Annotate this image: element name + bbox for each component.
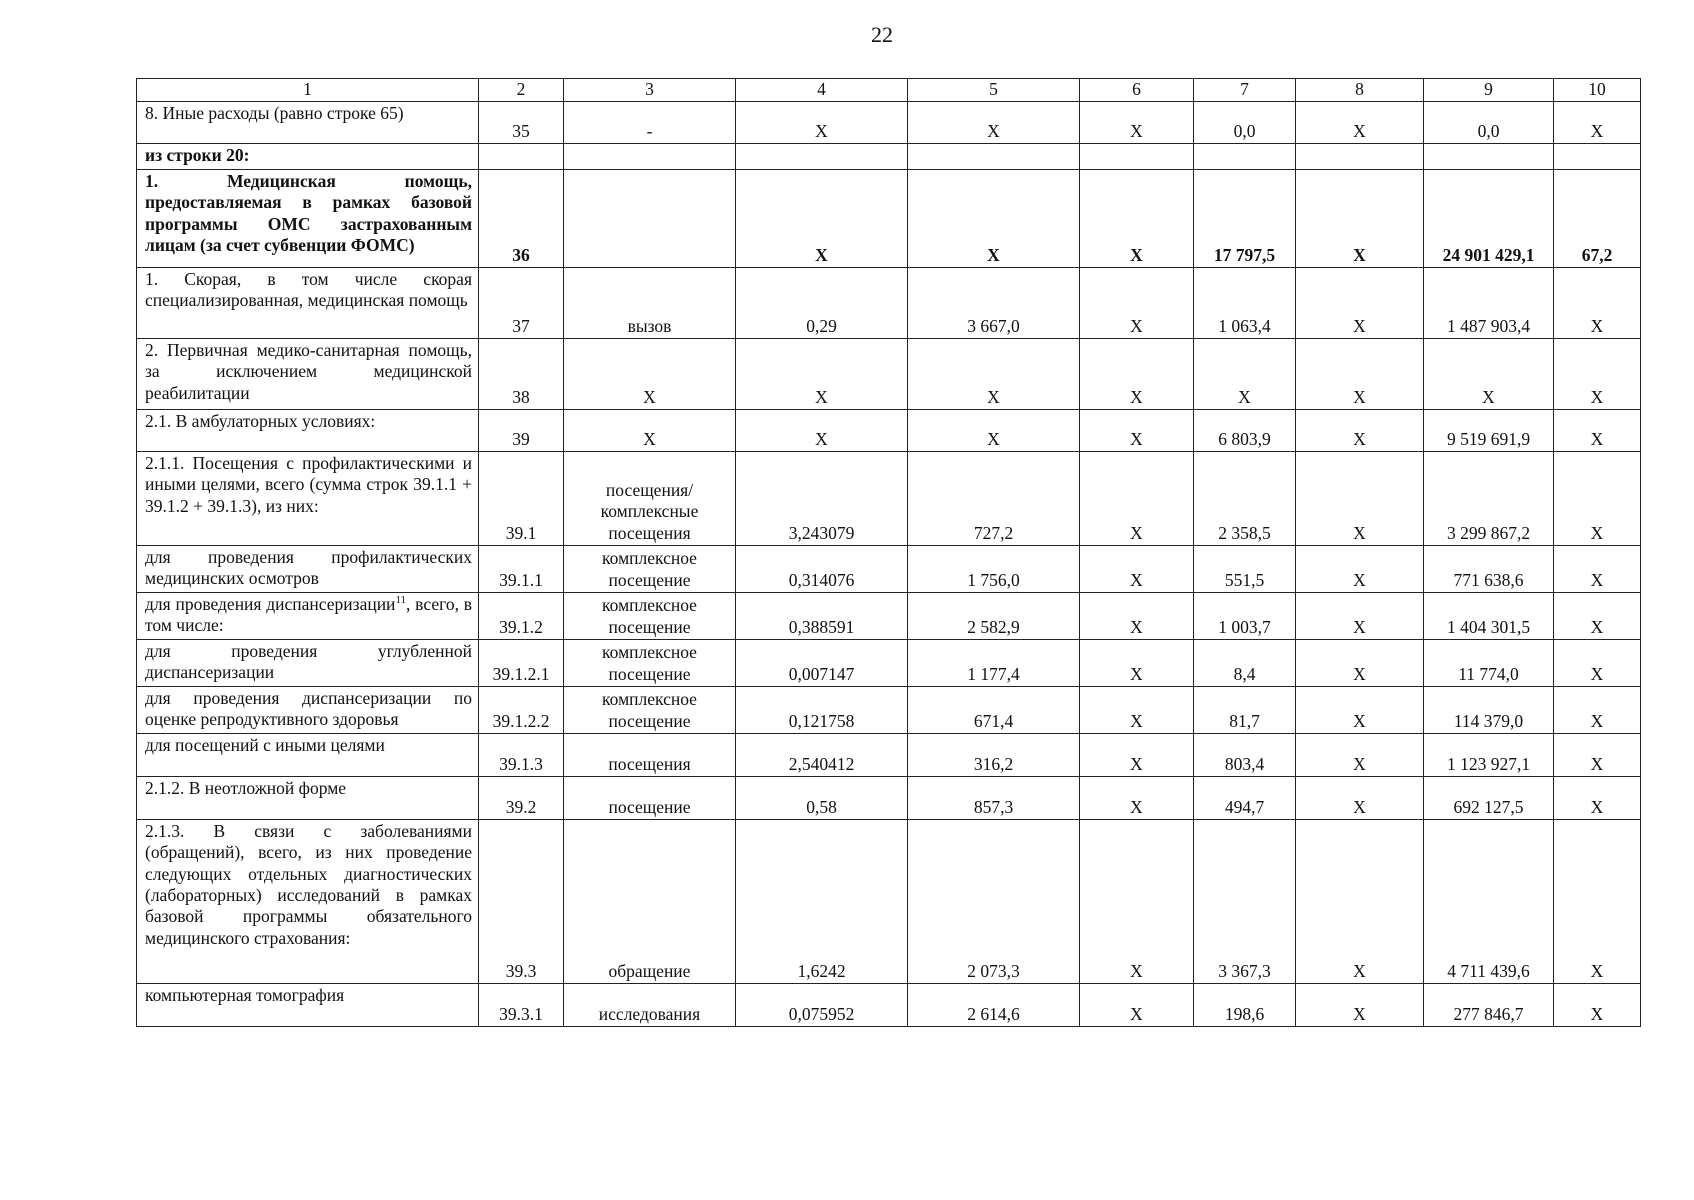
table-cell: 771 638,6 [1424,546,1554,593]
row-label-text: для проведения углубленной диспансеризации [145,641,472,683]
table-cell: X [736,410,908,452]
row-label-text: 2.1. В амбулаторных условиях: [145,411,376,431]
row-label-text: компьютерная томография [145,985,345,1005]
table-cell: X [1080,268,1194,339]
table-cell: 39.3 [479,820,564,984]
table-cell: 35 [479,102,564,144]
column-number-row [137,79,1641,102]
table-cell: X [736,339,908,410]
table-cell: X [1080,410,1194,452]
column-number-cell: 4 [736,79,908,102]
column-number-cell: 2 [479,79,564,102]
table-cell: 803,4 [1194,734,1296,777]
row-label-cell [137,546,479,593]
table-cell: X [564,339,736,410]
table-cell: X [1296,339,1424,410]
row-label-text: для проведения диспансеризации по оценке репродуктивного здоровья [145,688,472,730]
row-label-cell [137,777,479,820]
table-cell: 1 003,7 [1194,593,1296,640]
empty-cell [908,144,1080,170]
table-cell: комплексное посещение [564,593,736,640]
table-cell: 3 367,3 [1194,820,1296,984]
table-cell: - [564,102,736,144]
row-label-cell [137,268,479,339]
table-cell: 39.1.1 [479,546,564,593]
table-cell: 36 [479,170,564,268]
table-cell: 494,7 [1194,777,1296,820]
table-row [137,268,1641,339]
empty-cell [1194,144,1296,170]
table-cell: X [1554,640,1641,687]
row-label-cell [137,452,479,546]
table-cell: 857,3 [908,777,1080,820]
table-cell: X [1194,339,1296,410]
table-cell: X [1080,452,1194,546]
table-cell: X [1296,170,1424,268]
empty-cell [1424,144,1554,170]
table-cell: 277 846,7 [1424,984,1554,1027]
empty-cell [1554,144,1641,170]
table-cell: X [1554,984,1641,1027]
table-cell: 671,4 [908,687,1080,734]
table-cell: 0,0 [1194,102,1296,144]
row-label-text: 2.1.1. Посещения с профилактическими и иными целями, всего (сумма строк 39.1.1 + 39.1.2 + 39.1.3), из них: [145,453,472,516]
table-cell: X [1080,984,1194,1027]
empty-cell [736,144,908,170]
table-cell: 39.1.2.1 [479,640,564,687]
table-cell: 6 803,9 [1194,410,1296,452]
table-cell: 3,243079 [736,452,908,546]
table-cell: 2,540412 [736,734,908,777]
table-cell: 198,6 [1194,984,1296,1027]
table-cell: X [736,170,908,268]
table-row [137,410,1641,452]
empty-cell [1296,144,1424,170]
table-cell: X [1554,593,1641,640]
table-cell: X [1080,820,1194,984]
table-cell: 24 901 429,1 [1424,170,1554,268]
table-cell: X [1080,339,1194,410]
table-cell: X [1554,734,1641,777]
table-cell: 2 582,9 [908,593,1080,640]
table-cell [564,170,736,268]
row-label-cell [137,170,479,268]
column-number-cell: 10 [1554,79,1641,102]
table-cell: комплексное посещение [564,640,736,687]
table-cell: X [736,102,908,144]
table-cell: X [1296,820,1424,984]
page-number: 22 [871,22,893,47]
table-cell: X [1554,820,1641,984]
table-cell: X [1424,339,1554,410]
data-table [136,78,1641,1027]
table-cell: X [1554,410,1641,452]
table-cell: 1 177,4 [908,640,1080,687]
table-cell: 38 [479,339,564,410]
table-cell: 727,2 [908,452,1080,546]
table-row [137,452,1641,546]
table-cell: X [1296,734,1424,777]
table-cell: X [908,410,1080,452]
table-cell: 67,2 [1554,170,1641,268]
subheader-cell: из строки 20: [137,144,479,170]
table-cell: X [1554,777,1641,820]
table-cell: 1 487 903,4 [1424,268,1554,339]
table-cell: 4 711 439,6 [1424,820,1554,984]
table-cell: 3 667,0 [908,268,1080,339]
column-number-cell: 1 [137,79,479,102]
row-label-text: 2. Первичная медико-санитарная помощь, за исключением медицинской реабилитации [145,340,472,403]
row-label-cell [137,593,479,640]
table-cell: 39.1.3 [479,734,564,777]
table-cell: X [1296,452,1424,546]
table-cell: комплексное посещение [564,546,736,593]
column-number-cell: 6 [1080,79,1194,102]
table-cell: X [1554,546,1641,593]
empty-cell [1080,144,1194,170]
table-row [137,546,1641,593]
table-cell: 0,121758 [736,687,908,734]
row-label-cell [137,640,479,687]
table-cell: 0,075952 [736,984,908,1027]
table-cell: 0,314076 [736,546,908,593]
table-cell: X [1296,410,1424,452]
table-cell: 39.1 [479,452,564,546]
table-cell: X [1080,546,1194,593]
subheader-row [137,144,1641,170]
table-cell: посещение [564,777,736,820]
table-cell: 2 614,6 [908,984,1080,1027]
table-cell: 1 404 301,5 [1424,593,1554,640]
table-cell: 0,007147 [736,640,908,687]
table-row [137,687,1641,734]
table-row [137,593,1641,640]
row-label-cell [137,102,479,144]
table-cell: 1 756,0 [908,546,1080,593]
table-cell: 81,7 [1194,687,1296,734]
table-cell: 2 358,5 [1194,452,1296,546]
row-label-cell [137,984,479,1027]
row-label-tail: , всего, в том числе: [145,594,472,636]
row-label-cell [137,820,479,984]
table-cell: 551,5 [1194,546,1296,593]
table-cell: 114 379,0 [1424,687,1554,734]
row-label-text: для проведения диспансеризации [145,594,396,614]
table-cell: X [1080,734,1194,777]
row-label-text: для проведения профилактических медицинских осмотров [145,547,472,589]
table-cell: X [908,339,1080,410]
table-cell: комплексное посещение [564,687,736,734]
table-cell: X [1080,102,1194,144]
row-label-text: 1. Медицинская помощь, предоставляемая в рамках базовой программы ОМС застрахованным лицам (за счет субвенции ФОМС) [145,171,472,256]
table-cell: 39.3.1 [479,984,564,1027]
table-cell: X [1554,102,1641,144]
table-cell: X [564,410,736,452]
table-cell: 1,6242 [736,820,908,984]
table-cell: X [1080,640,1194,687]
table-row [137,102,1641,144]
table-cell: X [1296,777,1424,820]
table-row [137,777,1641,820]
table-cell: X [1554,687,1641,734]
table-cell: 11 774,0 [1424,640,1554,687]
table-cell: 1 123 927,1 [1424,734,1554,777]
row-label-text: 1. Скорая, в том числе скорая специализированная, медицинская помощь [145,269,472,311]
table-cell: X [1296,546,1424,593]
table-cell: 692 127,5 [1424,777,1554,820]
table-cell: X [1296,593,1424,640]
table-cell: X [1296,984,1424,1027]
table-cell: вызов [564,268,736,339]
column-number-cell: 5 [908,79,1080,102]
table-cell: исследования [564,984,736,1027]
column-number-cell: 7 [1194,79,1296,102]
table-cell: 39.2 [479,777,564,820]
table-cell: 1 063,4 [1194,268,1296,339]
table-cell: X [1554,339,1641,410]
row-label-text: 2.1.3. В связи с заболеваниями (обращений), всего, из них проведение следующих отдельных диагностических (лабораторных) исследований в рамках базовой программы обязательного медицинского страхования: [145,821,472,948]
table-cell: 3 299 867,2 [1424,452,1554,546]
table-cell: 0,58 [736,777,908,820]
footnote-marker: 11 [395,594,407,607]
table-cell: 0,388591 [736,593,908,640]
table-cell: 0,0 [1424,102,1554,144]
row-label-text: 8. Иные расходы (равно строке 65) [145,103,404,123]
table-cell: X [1080,593,1194,640]
row-label-cell [137,734,479,777]
table-cell: X [1296,268,1424,339]
table-cell: посещения/ комплексные посещения [564,452,736,546]
table-cell: X [1080,170,1194,268]
column-number-cell: 9 [1424,79,1554,102]
table-cell: обращение [564,820,736,984]
column-number-cell: 3 [564,79,736,102]
table-cell: X [1296,640,1424,687]
table-cell: посещения [564,734,736,777]
table-row [137,339,1641,410]
table-cell: X [1554,452,1641,546]
row-label-cell [137,410,479,452]
row-label-text: 2.1.2. В неотложной форме [145,778,347,798]
empty-cell [564,144,736,170]
table-cell: 39.1.2 [479,593,564,640]
table-cell: 39.1.2.2 [479,687,564,734]
table-cell: 37 [479,268,564,339]
table-cell: 17 797,5 [1194,170,1296,268]
row-label-cell [137,339,479,410]
table-cell: X [1296,102,1424,144]
empty-cell [479,144,564,170]
table-cell: 0,29 [736,268,908,339]
table-cell: X [1554,268,1641,339]
table-row [137,734,1641,777]
table-cell: X [1080,777,1194,820]
table-cell: 39 [479,410,564,452]
table-cell: X [1296,687,1424,734]
table-row [137,984,1641,1027]
table-row [137,640,1641,687]
table-cell: X [908,170,1080,268]
table-cell: 2 073,3 [908,820,1080,984]
table-cell: X [1080,687,1194,734]
table-cell: X [908,102,1080,144]
table-row [137,820,1641,984]
row-label-text: для посещений с иными целями [145,735,385,755]
table-cell: 8,4 [1194,640,1296,687]
table-cell: 9 519 691,9 [1424,410,1554,452]
row-label-cell [137,687,479,734]
table-cell: 316,2 [908,734,1080,777]
table-row [137,170,1641,268]
column-number-cell: 8 [1296,79,1424,102]
